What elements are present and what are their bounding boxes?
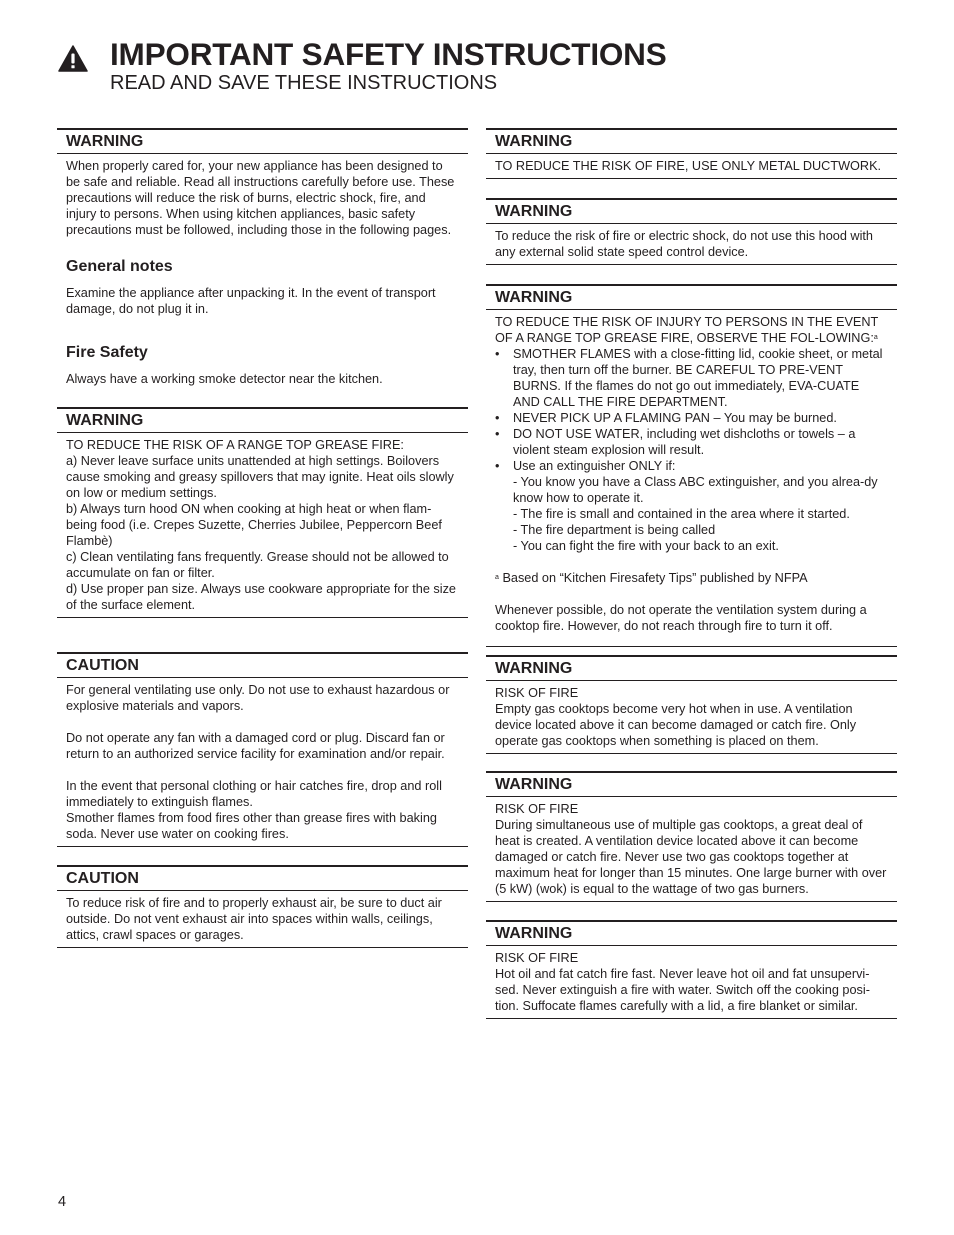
page-number: 4 [58, 1194, 67, 1210]
box-line: a) Never leave surface units unattended at high settings. Boilovers cause smoking and greasy spillovers that may ignite. Heat oils slowly on low or medium settings. [66, 454, 454, 500]
bullet-icon: • [495, 427, 500, 441]
section-text: Always have a working smoke detector near the kitchen. [66, 372, 383, 386]
warning-box-grease-fire [57, 407, 468, 618]
list-item [495, 410, 888, 426]
sub-list-item: - The fire department is being called [513, 523, 716, 537]
box-heading: WARNING [57, 409, 468, 433]
caution-box-general [57, 652, 468, 847]
warning-box-speed-control [486, 198, 897, 265]
box-intro [495, 314, 888, 346]
footnote [495, 570, 888, 586]
box-text: Hot oil and fat catch fire fast. Never leave hot oil and fat unsupervi-sed. Never extinguish a fire with water. Switch off the cooking posi-tion. Suffocate flames carefully with a lid, a fire blanket or similar. [495, 967, 870, 1013]
box-heading: CAUTION [57, 654, 468, 678]
risk-label: RISK OF FIRE [495, 951, 579, 965]
list-item-text: Use an extinguisher ONLY if: [513, 459, 676, 473]
box-text: Whenever possible, do not operate the ventilation system during a cooktop fire. However, do not reach through fire to turn it off. [495, 603, 867, 633]
box-heading: WARNING [486, 922, 897, 946]
warning-box-empty-cooktops [486, 655, 897, 754]
sub-list-item: - You know you have a Class ABC extinguisher, and you alrea-dy know how to operate it. [513, 475, 878, 505]
risk-label: RISK OF FIRE [495, 686, 579, 700]
section-title: General notes [66, 258, 173, 275]
section-general-notes [66, 257, 459, 317]
left-column [57, 128, 468, 948]
box-text: TO REDUCE THE RISK OF FIRE, USE ONLY METAL DUCTWORK. [495, 159, 882, 173]
box-text: For general ventilating use only. Do not use to exhaust hazardous or explosive materials and vapors. [66, 683, 450, 713]
box-heading: WARNING [486, 657, 897, 681]
section-text: Examine the appliance after unpacking it. In the event of transport damage, do not plug it in. [66, 286, 436, 316]
box-heading: WARNING [57, 130, 468, 154]
box-text: During simultaneous use of multiple gas cooktops, a great deal of heat is created. A ventilation device located above it can become damaged or catch fire. Never use two gas cooktops together at maximum heat for longer than 15 minutes. One large burner with over (5 kW) (wok) is equal to the wattage of two gas burners. [495, 818, 887, 896]
intro-text: TO REDUCE THE RISK OF INJURY TO PERSONS IN THE EVENT OF A RANGE TOP GREASE FIRE, OBSERVE THE FOL-LOWING: [495, 315, 879, 345]
box-heading: WARNING [486, 286, 897, 310]
box-line: c) Clean ventilating fans frequently. Grease should not be allowed to accumulate on fan or filter. [66, 550, 449, 580]
caution-box-exhaust [57, 865, 468, 948]
section-fire-safety [66, 343, 459, 387]
box-text: To reduce the risk of fire or electric shock, do not use this hood with any external solid state speed control device. [495, 229, 873, 259]
list-item [495, 426, 888, 458]
list-item-text: DO NOT USE WATER, including wet dishcloths or towels – a violent steam explosion will result. [513, 427, 856, 457]
list-item-text: SMOTHER FLAMES with a close-fitting lid, cookie sheet, or metal tray, then turn off the burner. BE CAREFUL TO PRE-VENT BURNS. If the flames do not go out immediately, EVA-CUATE AND CALL THE FIRE DEPARTMENT. [513, 347, 883, 409]
box-heading: CAUTION [57, 867, 468, 891]
list-item [495, 346, 888, 410]
box-text: In the event that personal clothing or hair catches fire, drop and roll immediately to extinguish flames. [66, 779, 442, 809]
box-text: Smother flames from food fires other than grease fires with baking soda. Never use water on cooking fires. [66, 811, 437, 841]
footnote-mark: a [495, 574, 499, 581]
list-item [495, 458, 888, 474]
box-heading: WARNING [486, 130, 897, 154]
section-title: Fire Safety [66, 344, 148, 361]
box-text: To reduce risk of fire and to properly exhaust air, be sure to duct air outside. Do not vent exhaust air into spaces within walls, ceilings, attics, crawl spaces or garages. [66, 896, 442, 942]
box-line: b) Always turn hood ON when cooking at high heat or when flam-being food (i.e. Crepes Suzette, Cherries Jubilee, Peppercorn Beef Flambè) [66, 502, 442, 548]
sub-list-item: - You can fight the fire with your back to an exit. [513, 539, 779, 553]
page-subtitle: READ AND SAVE THESE INSTRUCTIONS [110, 72, 498, 94]
bullet-icon: • [495, 347, 500, 361]
box-line: TO REDUCE THE RISK OF A RANGE TOP GREASE FIRE: [66, 438, 404, 452]
risk-label: RISK OF FIRE [495, 802, 579, 816]
footnote-text: Based on “Kitchen Firesafety Tips” published by NFPA [502, 571, 808, 585]
box-text: Empty gas cooktops become very hot when in use. A ventilation device located above it can become damaged or catch fire. Only operate gas cooktops when something is placed on them. [495, 702, 857, 748]
footnote-ref: a [873, 334, 878, 341]
warning-box-hot-oil [486, 920, 897, 1019]
warning-box-intro [57, 128, 468, 408]
warning-triangle-icon [58, 45, 88, 72]
warning-box-grease-fire-steps [486, 284, 897, 647]
sub-list-item: - The fire is small and contained in the area where it started. [513, 507, 850, 521]
box-heading: WARNING [486, 200, 897, 224]
right-column [486, 128, 897, 1019]
list-item-text: NEVER PICK UP A FLAMING PAN – You may be burned. [513, 411, 837, 425]
warning-box-ductwork [486, 128, 897, 179]
warning-box-multiple-cooktops [486, 771, 897, 902]
bullet-icon: • [495, 411, 500, 425]
bullet-icon: • [495, 459, 500, 473]
box-heading: WARNING [486, 773, 897, 797]
box-text: When properly cared for, your new appliance has been designed to be safe and reliable. Read all instructions carefully before use. These precautions will reduce the risk of burns, electric shock, fire, and injury to persons. When using kitchen appliances, basic safety precautions must be followed, including those in the following pages. [66, 159, 455, 237]
box-line: d) Use proper pan size. Always use cookware appropriate for the size of the surface element. [66, 582, 456, 612]
page-title: IMPORTANT SAFETY INSTRUCTIONS [110, 36, 667, 72]
box-text: Do not operate any fan with a damaged cord or plug. Discard fan or return to an authorized service facility for examination and/or repair. [66, 731, 445, 761]
